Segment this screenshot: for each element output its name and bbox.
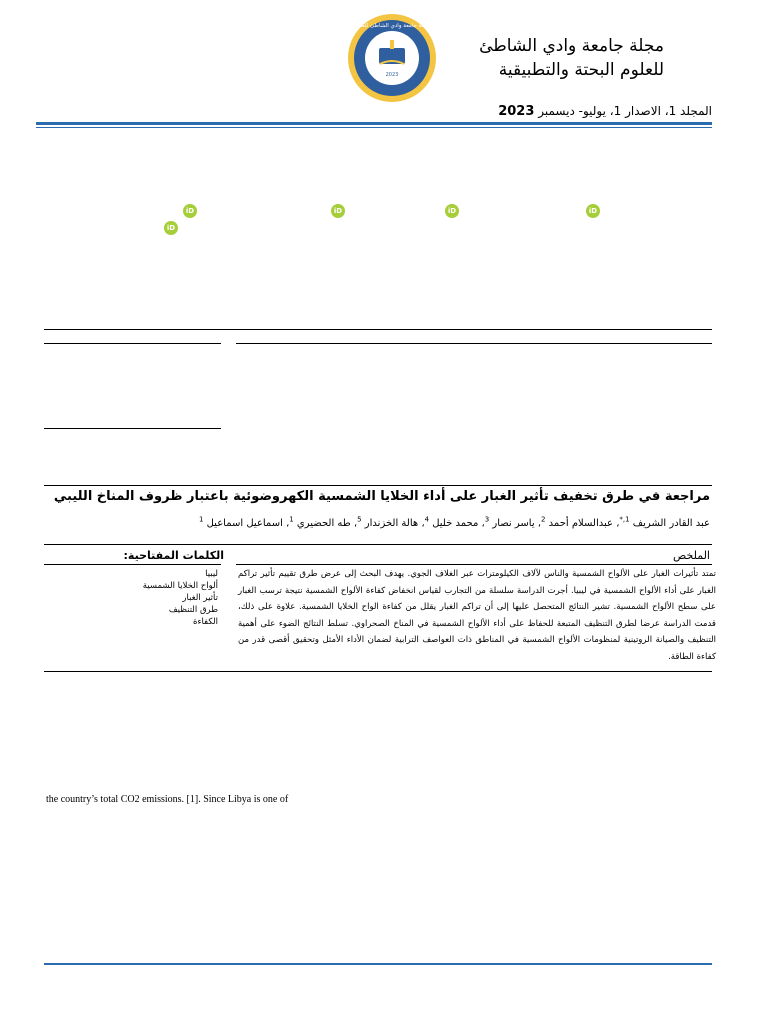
title-rule-top [44,485,712,486]
author-name: طه الحضيري $^1$ [289,516,351,530]
header-rule [36,122,712,125]
divider [44,329,712,330]
author-list: عبد القادر الشريف $^{1,*}$، عبدالسلام أحمد $^2$، ياسر نصار $^3$، محمد خليل $^4$، هالة الخزندار $^5$، طه الحضيري $^1$، اسماعيل اسماعيل $^1$ [198,516,710,530]
author-affiliation: 1 [289,516,294,524]
orcid-icon[interactable]: iD [331,204,345,218]
author-affiliation: 2 [541,516,546,524]
author-affiliation: 1 [198,516,204,524]
keyword-item: ألواح الخلايا الشمسية [142,581,218,591]
keywords-heading: الكلمات المفتاحية: [123,549,224,562]
keyword-item: طرق التنظيف [168,605,218,615]
body-text: the country’s total CO2 emissions. [1]. Since Libya is one of [46,794,289,805]
logo-arc-text: مجلة جامعة وادي الشاطئ للعلوم [354,23,430,29]
paper-title: مراجعة في طرق تخفيف تأثير الغبار على أداء الخلايا الشمسية الكهروضوئية باعتبار ظروف المناخ الليبي [53,489,710,504]
orcid-icon[interactable]: iD [164,221,178,235]
journal-logo [346,12,438,104]
logo-year: 2023 [385,72,399,78]
title-rule-bottom [44,544,712,545]
author-name: عبد القادر الشريف $^{1,*}$ [619,516,710,530]
author-affiliation: 5 [357,516,362,524]
divider [44,428,221,429]
author-name: هالة الخزندار $^5$ [357,516,419,530]
orcid-icon[interactable]: iD [183,204,197,218]
author-name: اسماعيل اسماعيل $^1$ [198,516,283,530]
orcid-icon[interactable]: iD [586,204,600,218]
abstract-body: تمتد تأثيرات الغبار على الألواح الشمسية والناس لآلاف الكيلومترات عبر الغلاف الجوي. يهدف البحث إلى عرض طرق تقييم تأثير تراكم الغبار على أداء الألواح الشمسية في ليبيا. أجرت الدراسة سلسلة من التجارب لقياس انخفاض كفاءة الألواح الشمسية نتيجة ترسب الغبار على سطح الألواح الشمسية. تشير النتائج المتحصل عليها إلى أن تراكم الغبار يقلل من كفاءة الواح الخلايا الشمسية. علاوة على ذلك، قدمت الدراسة عرضا لطرق التنظيف المتبعة للحفاظ على أداء الألواح الشمسية في المناخ الصحراوي. تسلط النتائج الضوء على أهمية التنظيف والصيانة الروتينية لمنظومات الألواح الشمسية في المناطق ذات العواصف الترابية لضمان الأداء الأمثل وتحقيق أقصى قدر من كفاءة الطاقة. [238,569,716,662]
abstract-heading: الملخص [673,549,710,562]
author-affiliation: 1,* [619,516,630,524]
issue-year: 2023 [498,104,535,119]
keyword-item: ليبيا [205,569,218,579]
journal-title-line2: للعلوم البحتة والتطبيقية [498,60,664,80]
issue-info [498,104,712,119]
author-affiliation: 4 [424,516,430,524]
header-rule-thin [36,127,712,128]
author-name: محمد خليل $^4$ [424,516,479,530]
author-affiliation: 3 [484,516,490,524]
issue-prefix: المجلد 1، الاصدار 1، يوليو- ديسمبر [538,104,712,118]
keyword-item: تأثير الغبار [182,593,218,603]
author-name: ياسر نصار $^3$ [484,516,535,530]
orcid-icon[interactable]: iD [445,204,459,218]
divider [236,343,712,344]
journal-title-line1: مجلة جامعة وادي الشاطئ [479,36,664,56]
keyword-item: الكفاءة [193,617,218,627]
divider [44,343,221,344]
abstract-rule-bottom [44,671,712,672]
abstract-rule [236,564,712,565]
author-name: عبدالسلام أحمد $^2$ [541,516,613,530]
keywords-rule [44,564,221,565]
footer-rule [44,963,712,965]
keywords-list [60,568,218,628]
